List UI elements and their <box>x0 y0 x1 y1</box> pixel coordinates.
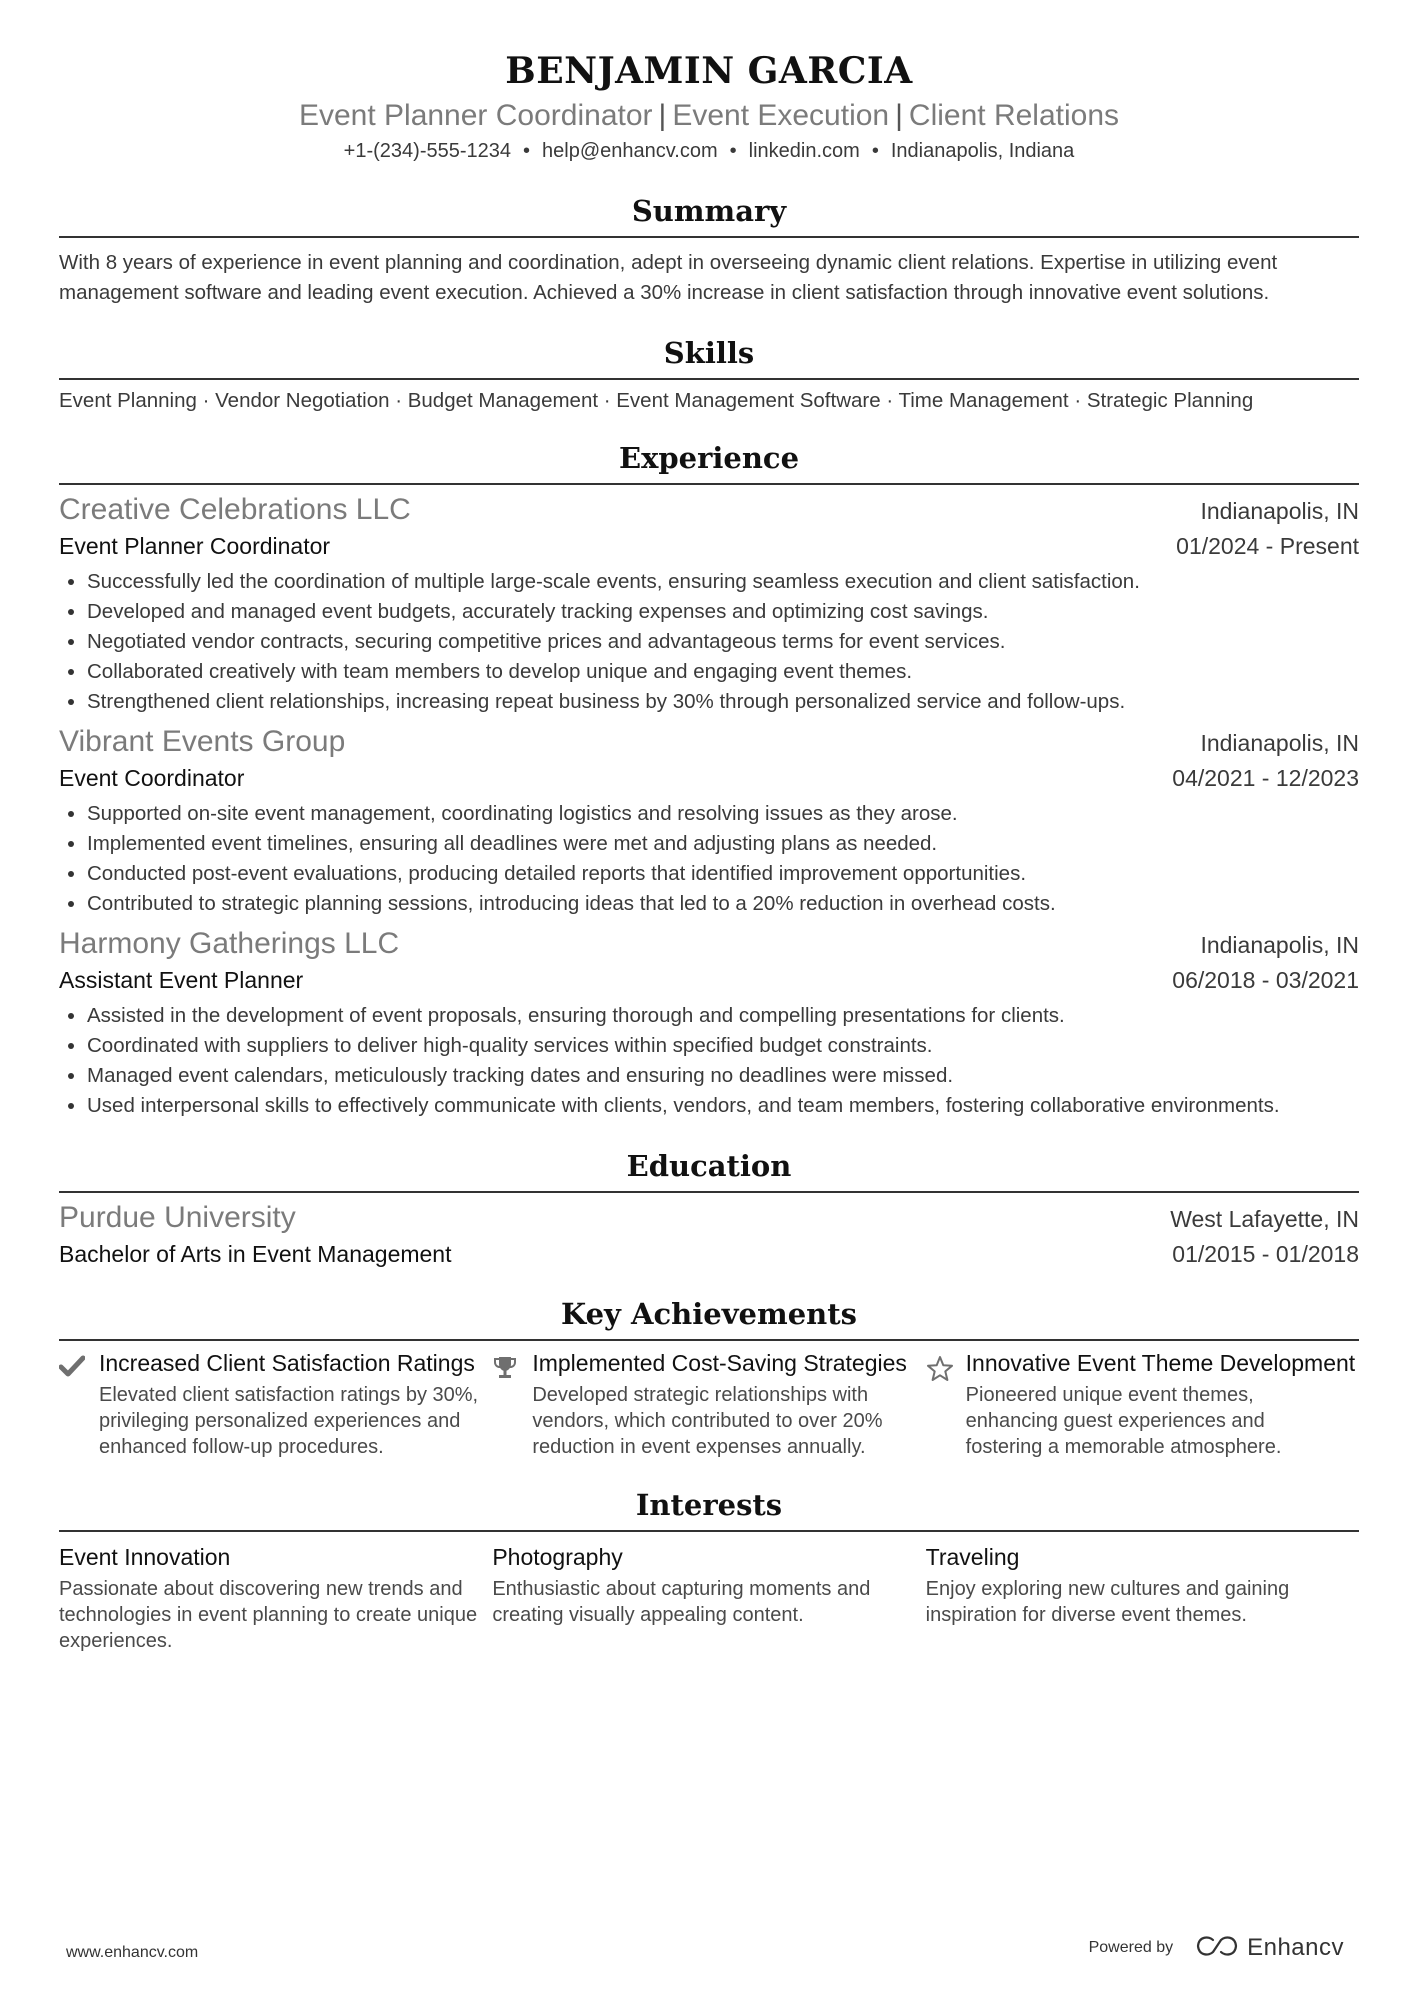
job-bullet: • Conducted post-event evaluations, producing detailed reports that identified improvement opportunities. <box>87 859 1359 889</box>
interest-description: Enthusiastic about capturing moments and creating visually appealing content. <box>492 1578 871 1626</box>
skills-list: Event Planning · Vendor Negotiation · Budget Management · Event Management Software · Time Management · Strategic Planning <box>59 389 1254 412</box>
job-bullet: • Managed event calendars, meticulously tracking dates and ensuring no deadlines were missed. <box>87 1061 1359 1091</box>
job-company: Harmony Gatherings LLC <box>59 927 400 960</box>
headline-title-2: Event Execution <box>672 99 890 132</box>
headline <box>59 96 1359 136</box>
interest-item <box>926 1540 1359 1654</box>
trophy-icon <box>492 1349 532 1460</box>
job-location: Indianapolis, IN <box>1200 498 1359 524</box>
interests-heading: Interests <box>59 1486 1359 1532</box>
interest-title: Event Innovation <box>59 1544 231 1570</box>
enhancv-logo-icon[interactable] <box>1195 1935 1239 1962</box>
brand-name: Enhancv <box>1247 1934 1344 1961</box>
checkmark-icon <box>59 1349 99 1460</box>
experience-section <box>59 439 1359 1121</box>
achievements-heading: Key Achievements <box>59 1295 1359 1341</box>
summary-section <box>59 192 1359 308</box>
job-bullet: • Assisted in the development of event proposals, ensuring thorough and compelling presentations for clients. <box>87 1001 1359 1031</box>
interest-item <box>59 1540 492 1654</box>
headline-title-3: Client Relations <box>908 99 1120 132</box>
job-role: Event Coordinator <box>59 765 245 791</box>
job-bullet: • Developed and managed event budgets, accurately tracking expenses and optimizing cost savings. <box>87 597 1359 627</box>
footer-website[interactable]: www.enhancv.com <box>66 1944 199 1961</box>
contact-separator: • <box>523 140 531 162</box>
interest-title: Traveling <box>925 1544 1020 1570</box>
headline-separator: | <box>895 99 903 132</box>
contact-info <box>59 137 1359 165</box>
job-entry <box>59 723 1359 919</box>
education-heading: Education <box>59 1147 1359 1193</box>
resume-page <box>59 0 1359 1654</box>
contact-email[interactable]: help@enhancv.com <box>542 140 718 162</box>
job-location: Indianapolis, IN <box>1200 932 1359 958</box>
job-bullets <box>59 567 1359 717</box>
achievement-description: Elevated client satisfaction ratings by 30%, privileging personalized experiences and enhanced follow-up procedures. <box>99 1384 479 1458</box>
achievement-item <box>492 1349 925 1460</box>
job-dates: 01/2024 - Present <box>1176 533 1359 559</box>
skills-section <box>59 334 1359 416</box>
education-dates: 01/2015 - 01/2018 <box>1172 1241 1359 1267</box>
contact-linkedin[interactable]: linkedin.com <box>748 140 860 162</box>
contact-separator: • <box>729 140 737 162</box>
job-bullet: • Used interpersonal skills to effectively communicate with clients, vendors, and team members, fostering collaborative environments. <box>87 1091 1359 1121</box>
achievements-section <box>59 1295 1359 1460</box>
interests-section <box>59 1486 1359 1654</box>
achievement-description: Developed strategic relationships with vendors, which contributed to over 20% reduction in event expenses annually. <box>532 1384 883 1458</box>
job-bullets <box>59 799 1359 919</box>
job-role: Event Planner Coordinator <box>59 533 331 559</box>
interest-description: Enjoy exploring new cultures and gaining inspiration for diverse event themes. <box>925 1578 1290 1626</box>
interest-title: Photography <box>492 1544 623 1570</box>
achievement-title: Implemented Cost-Saving Strategies <box>532 1350 907 1376</box>
job-dates: 06/2018 - 03/2021 <box>1172 967 1359 993</box>
education-location: West Lafayette, IN <box>1170 1206 1359 1232</box>
interest-item <box>492 1540 925 1654</box>
resume-header <box>59 0 1359 165</box>
contact-location: Indianapolis, Indiana <box>890 140 1075 162</box>
job-bullet: • Coordinated with suppliers to deliver high-quality services within specified budget constraints. <box>87 1031 1359 1061</box>
job-company: Creative Celebrations LLC <box>59 493 411 526</box>
education-degree: Bachelor of Arts in Event Management <box>59 1241 452 1267</box>
achievement-title: Increased Client Satisfaction Ratings <box>99 1350 475 1376</box>
skills-heading: Skills <box>59 334 1359 380</box>
job-location: Indianapolis, IN <box>1200 730 1359 756</box>
star-icon <box>926 1349 966 1460</box>
job-entry <box>59 925 1359 1121</box>
achievement-description: Pioneered unique event themes, enhancing guest experiences and fostering a memorable atmosphere. <box>965 1384 1282 1458</box>
job-bullet: • Contributed to strategic planning sessions, introducing ideas that led to a 20% reduction in overhead costs. <box>87 889 1359 919</box>
contact-phone[interactable]: +1-(234)-555-1234 <box>343 140 512 162</box>
job-bullet: • Successfully led the coordination of multiple large-scale events, ensuring seamless execution and client satisfaction. <box>87 567 1359 597</box>
interest-description: Passionate about discovering new trends and technologies in event planning to create unique experiences. <box>59 1578 478 1652</box>
education-entry <box>59 1199 1359 1271</box>
powered-by-label: Powered by <box>1088 1939 1174 1956</box>
achievement-title: Innovative Event Theme Development <box>965 1350 1356 1376</box>
job-bullet: • Strengthened client relationships, increasing repeat business by 30% through personalized service and follow-ups. <box>87 687 1359 717</box>
job-company: Vibrant Events Group <box>59 725 346 758</box>
headline-title-1: Event Planner Coordinator <box>298 99 653 132</box>
achievement-item <box>926 1349 1359 1460</box>
job-bullet: • Supported on-site event management, coordinating logistics and resolving issues as they arose. <box>87 799 1359 829</box>
summary-heading: Summary <box>59 192 1359 238</box>
job-entry <box>59 491 1359 717</box>
education-school: Purdue University <box>59 1201 296 1234</box>
job-bullet: • Implemented event timelines, ensuring all deadlines were met and adjusting plans as needed. <box>87 829 1359 859</box>
job-bullets <box>59 1001 1359 1121</box>
job-bullet: • Collaborated creatively with team members to develop unique and engaging event themes. <box>87 657 1359 687</box>
headline-separator: | <box>658 99 667 132</box>
footer-branding <box>1089 1934 1344 1962</box>
contact-separator: • <box>871 140 879 162</box>
job-dates: 04/2021 - 12/2023 <box>1172 765 1359 791</box>
experience-heading: Experience <box>59 439 1359 485</box>
achievement-item <box>59 1349 492 1460</box>
candidate-name: BENJAMIN GARCIA <box>505 50 913 92</box>
job-bullet: • Negotiated vendor contracts, securing competitive prices and advantageous terms for event services. <box>87 627 1359 657</box>
job-role: Assistant Event Planner <box>59 967 304 993</box>
summary-text: With 8 years of experience in event planning and coordination, adept in overseeing dynamic client relations. Expertise in utilizing event management software and leading event execution. Achieved a 30% increase in client satisfaction through innovative event solutions. <box>59 251 1278 304</box>
education-section <box>59 1147 1359 1271</box>
